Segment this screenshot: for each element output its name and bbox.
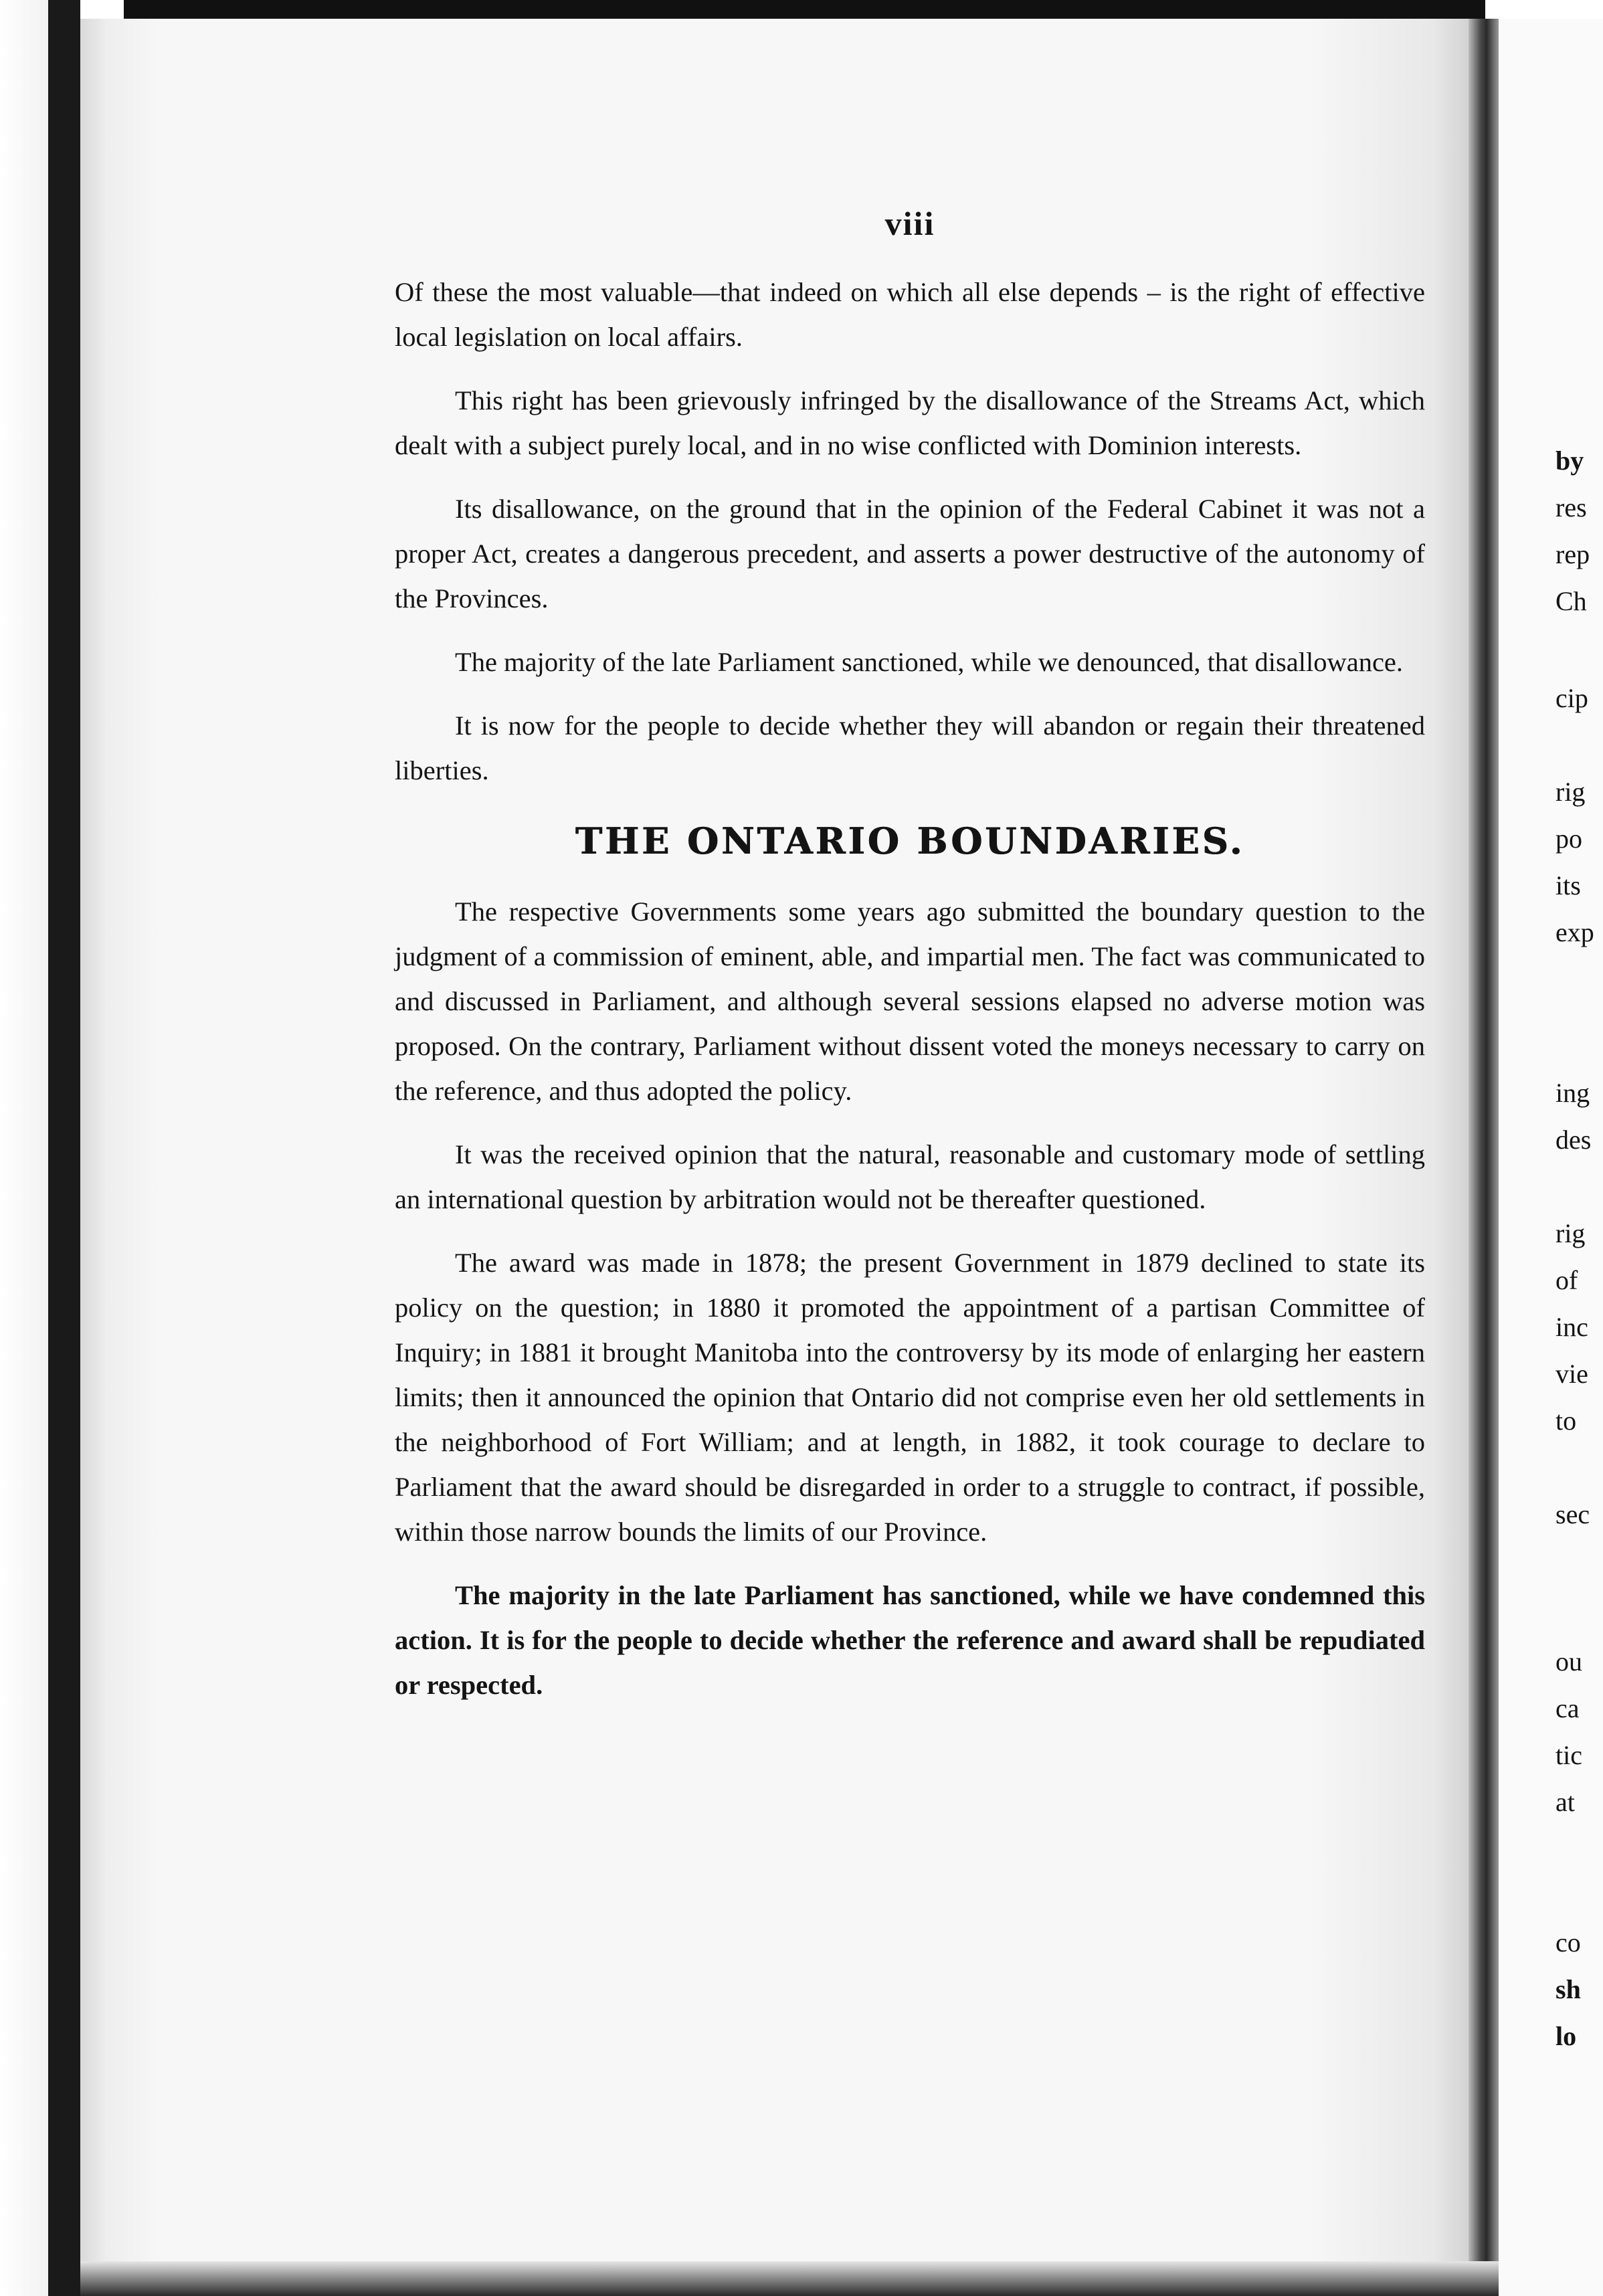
page-number: viii xyxy=(884,205,935,242)
fragment: Ch xyxy=(1555,586,1587,616)
paragraph: This right has been grievously infringed by the disallowance of the Streams Act, which dealt with a subject purely local, and in no wise conflicted with Dominion interests. xyxy=(395,385,1425,460)
fragment: po xyxy=(1555,824,1582,854)
scan-frame-bottom xyxy=(80,2261,1499,2296)
fragment: sh xyxy=(1555,1974,1581,2004)
fragment: inc xyxy=(1555,1312,1588,1342)
paragraph: It was the received opinion that the natural, reasonable and customary mode of settling an international question by arbitration would not be thereafter questioned. xyxy=(395,1139,1425,1214)
fragment: tic xyxy=(1555,1740,1582,1770)
page-content xyxy=(395,204,1425,1726)
fragment: rep xyxy=(1555,539,1590,569)
scan-frame-left xyxy=(0,0,80,2296)
fragment: rig xyxy=(1555,1218,1586,1248)
fragment: des xyxy=(1555,1125,1592,1155)
fragment: its xyxy=(1555,870,1581,900)
paragraph: Its disallowance, on the ground that in the opinion of the Federal Cabinet it was not a proper Act, creates a dangerous precedent, and asserts a power destructive of the autonomy of the Provinces. xyxy=(395,494,1425,613)
paragraph: It is now for the people to decide whether they will abandon or regain their threatened liberties. xyxy=(395,710,1425,785)
book-spine xyxy=(1469,19,1499,2296)
fragment: res xyxy=(1555,492,1587,522)
fragment: at xyxy=(1555,1787,1575,1817)
fragment: cip xyxy=(1555,683,1588,713)
paragraph: The respective Governments some years ago submitted the boundary question to the judgment of a commission of eminent, able, and impartial men. The fact was communicated to and discussed in Parliament, and although several sessions elapsed no adverse motion was proposed. On the contrary, Parliament without dissent voted the moneys necessary to carry on the reference, and thus adopted the policy. xyxy=(395,896,1425,1106)
fragment: to xyxy=(1555,1406,1577,1436)
fragment: rig xyxy=(1555,777,1586,807)
fragment: co xyxy=(1555,1927,1581,1957)
fragment: exp xyxy=(1555,917,1594,947)
section-heading: THE ONTARIO BOUNDARIES. xyxy=(575,820,1245,862)
paragraph: The majority of the late Parliament sanctioned, while we denounced, that disallowance. xyxy=(455,647,1404,677)
fragment: ou xyxy=(1555,1646,1582,1677)
fragment: ing xyxy=(1555,1078,1590,1108)
scan-frame-top xyxy=(124,0,1485,19)
paragraph: Of these the most valuable—that indeed on which all else depends – is the right of effective local legislation on local affairs. xyxy=(395,277,1425,352)
paragraph: The award was made in 1878; the present Government in 1879 declined to state its policy on the question; in 1880 it promoted the appointment of a partisan Committee of Inquiry; in 1881 it brought Manitoba into the controversy by its mode of enlarging her eastern limits; then it announced the opinion that Ontario did not comprise even her old settlements in the neighborhood of Fort William; and at length, in 1882, it took courage to declare to Parliament that the award should be disregarded in order to a struggle to contract, if possible, within those narrow bounds the limits of our Province. xyxy=(395,1248,1425,1547)
paragraph: The majority in the late Parliament has sanctioned, while we have condemned this action. It is for the people to decide whether the reference and award shall be repudiated or respected. xyxy=(395,1580,1425,1700)
fragment: lo xyxy=(1555,2021,1577,2051)
fragment: ca xyxy=(1555,1693,1580,1723)
fragment: of xyxy=(1555,1265,1578,1295)
fragment: vie xyxy=(1555,1359,1588,1389)
adjacent-page-text xyxy=(1535,0,1602,2296)
fragment: sec xyxy=(1555,1499,1590,1529)
fragment: by xyxy=(1555,446,1584,476)
